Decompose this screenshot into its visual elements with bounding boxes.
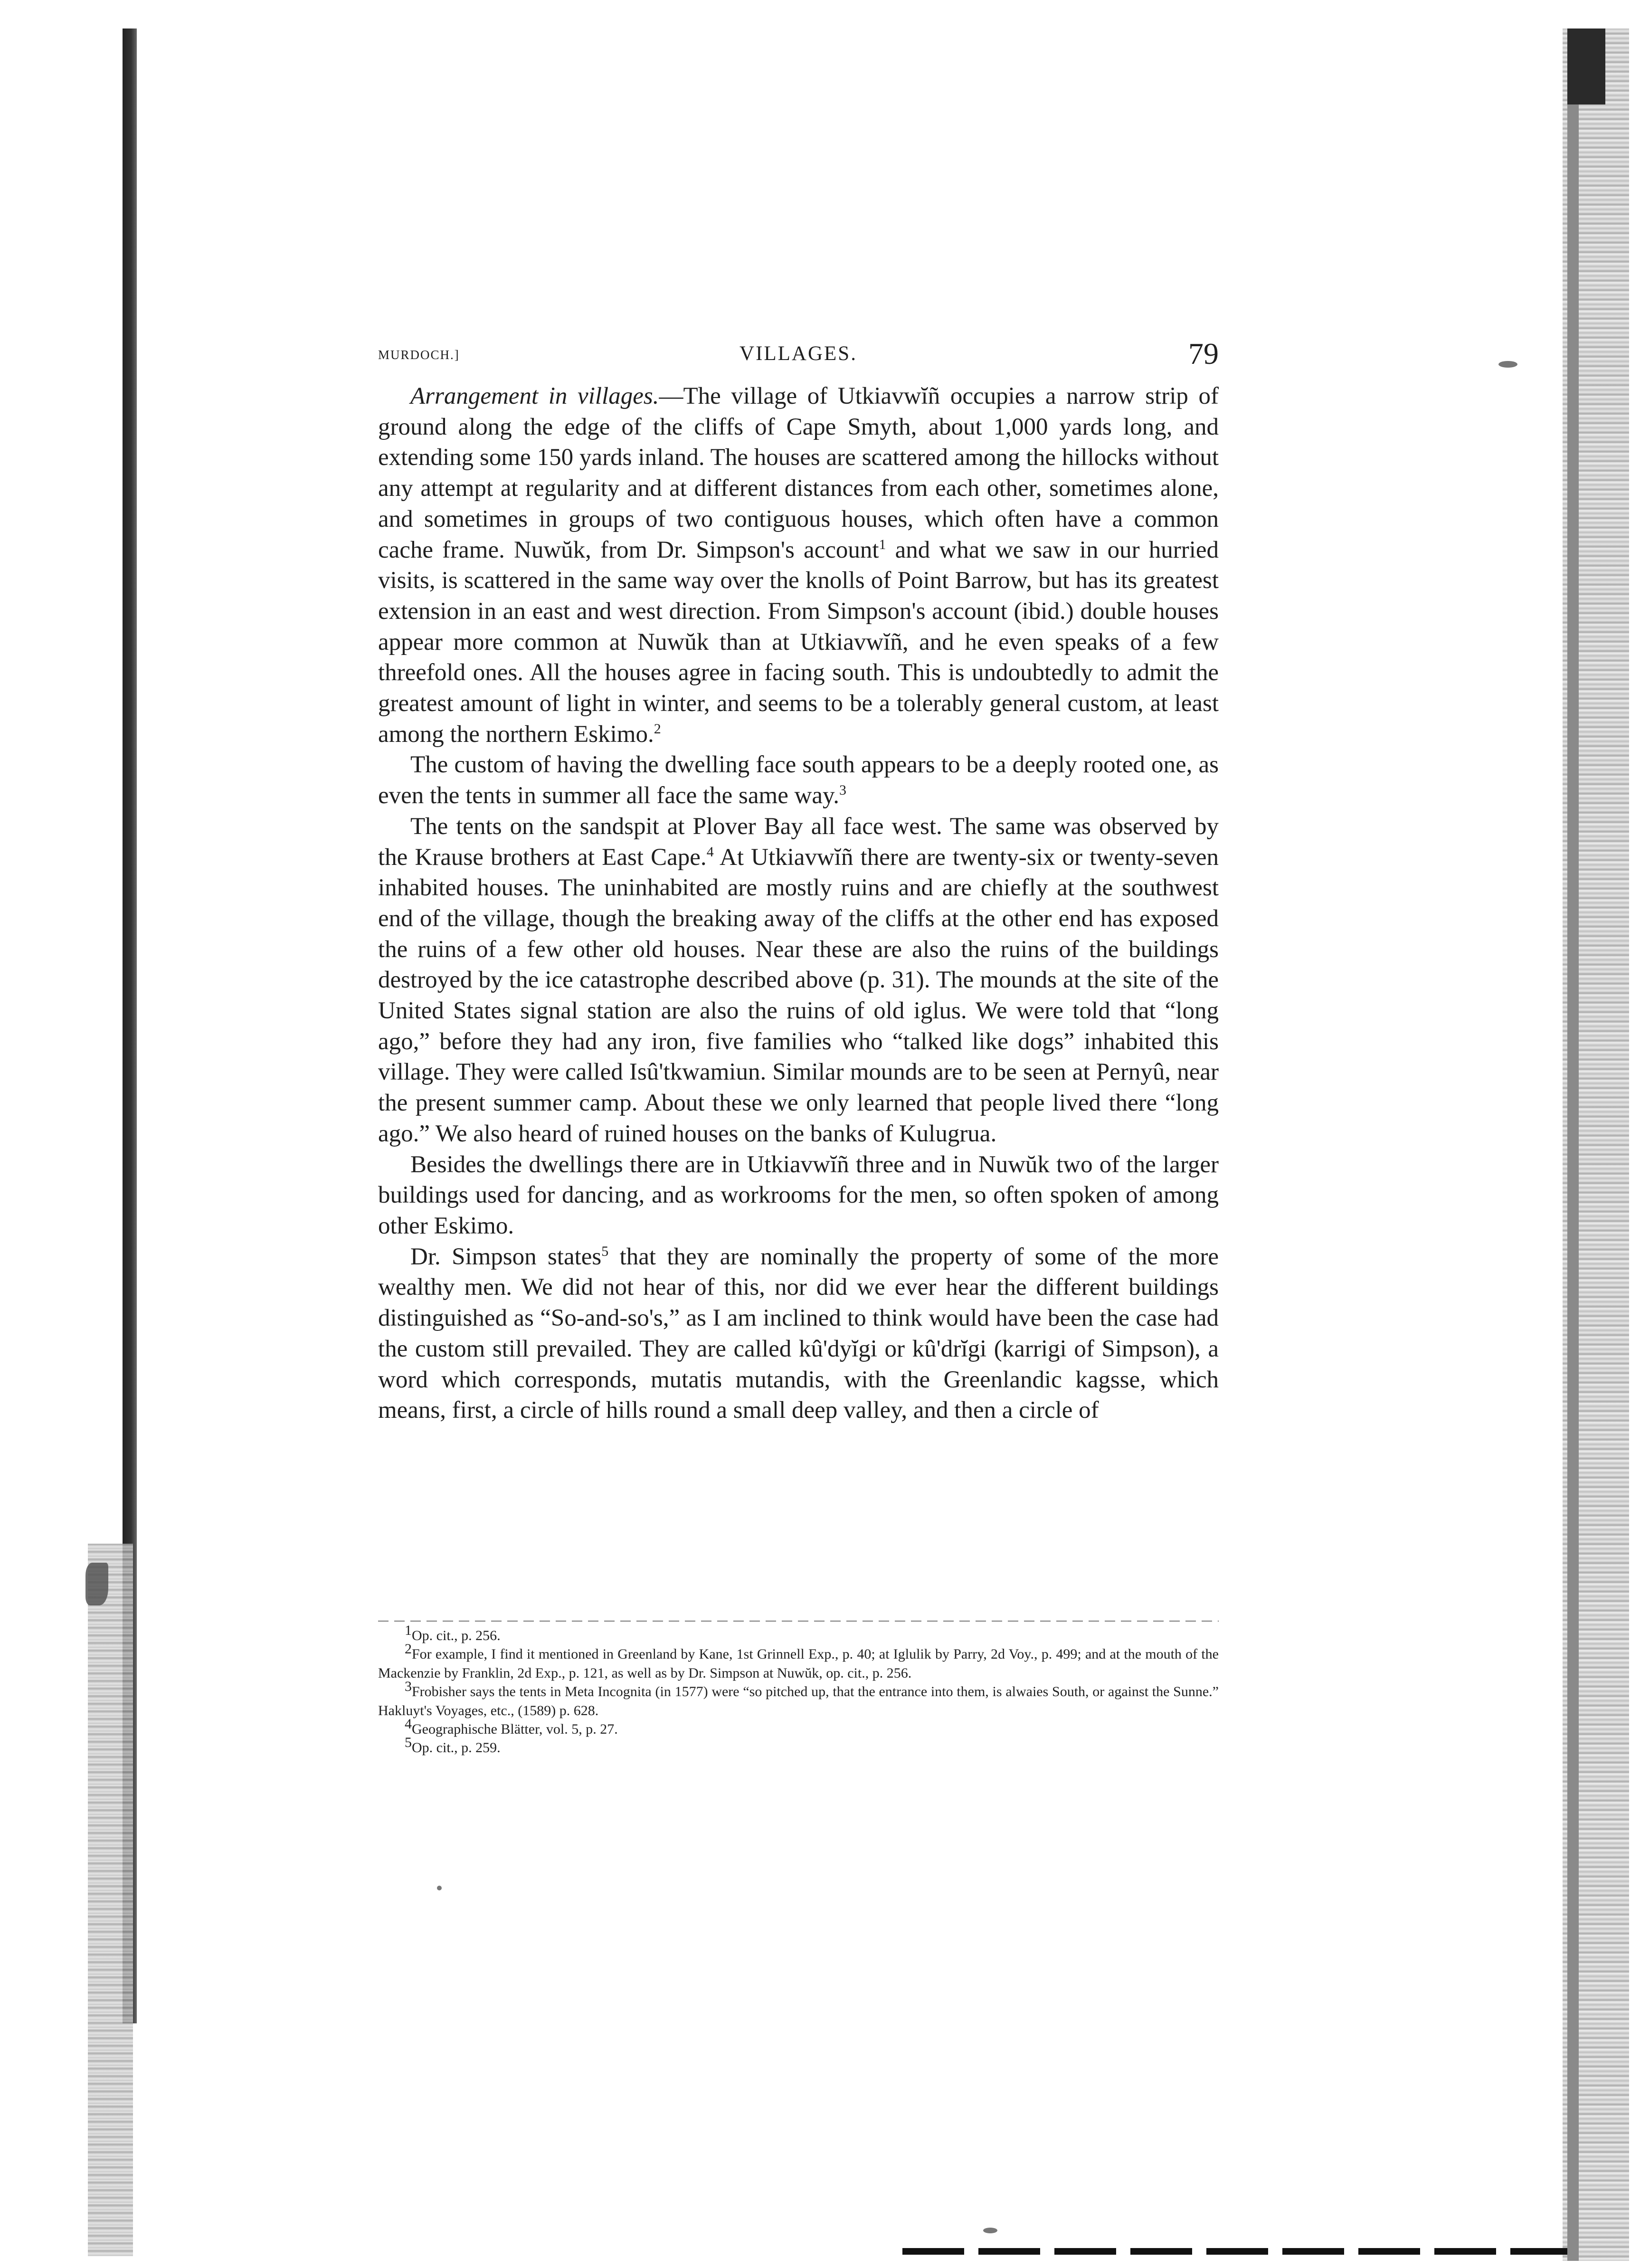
scan-right-edge-strip (1567, 28, 1579, 2261)
paragraph (378, 811, 1219, 1149)
footnote-text: Op. cit., p. 259. (412, 1740, 501, 1756)
footnote-ref: 2 (654, 721, 661, 737)
footnote-number: 2 (405, 1641, 412, 1657)
footnote-ref: 3 (839, 782, 846, 798)
paragraph-run-in-heading: Arrangement in villages. (410, 383, 659, 409)
paragraph-text: —The village of Utkiavwĭñ occupies a narrow strip of ground along the edge of the cliffs of Cape Smyth, about 1,000 yards long, and extending some 150 yards inland. The houses are scattered among the hillocks without any attempt at regularity and at different distances from each other, sometimes alone, and sometimes in groups of two contiguous houses, which often have a common cache frame. Nuwŭk, from Dr. Simpson's account (378, 383, 1219, 563)
paragraph-text: and what we saw in our hurried visits, is scattered in the same way over the knolls of Point Barrow, but has its greatest extension in an east and west direction. From Simpson's account (ibid.) double houses appear more common at Nuwŭk than at Utkiavwĭñ, and he even speaks of a few threefold ones. All the houses agree in facing south. This is undoubtedly to admit the greatest amount of light in winter, and seems to be a tolerably general custom, at least among the northern Eskimo. (378, 536, 1219, 748)
running-header (378, 336, 1219, 374)
footnote-text: Op. cit., p. 256. (412, 1628, 501, 1643)
footnote-number: 4 (405, 1716, 412, 1732)
paragraph (378, 1149, 1219, 1242)
scan-left-page-edge (88, 1544, 133, 2256)
footnote (378, 1735, 1219, 1757)
footnote-number: 3 (405, 1679, 412, 1695)
footnotes (378, 1623, 1219, 1757)
paragraph (378, 750, 1219, 811)
body-text (378, 381, 1219, 1426)
footnote (378, 1716, 1219, 1738)
paragraph (378, 381, 1219, 750)
footnote-ref: 1 (879, 536, 886, 552)
footnote-number: 5 (405, 1735, 412, 1751)
scan-bottom-edge (902, 2248, 1567, 2255)
footnote (378, 1679, 1219, 1720)
footnote-text: For example, I find it mentioned in Greenland by Kane, 1st Grinnell Exp., p. 40; at Iglulik by Parry, 2d Voy., p. 499; and at the mouth of the Mackenzie by Franklin, 2d Exp., p. 121, as well as by Dr. Simpson at Nuwŭk, op. cit., p. 256. (378, 1646, 1219, 1681)
footnote-ref: 5 (601, 1243, 609, 1259)
footnote-ref: 4 (706, 844, 714, 860)
running-author: MURDOCH.] (378, 348, 460, 362)
paragraph-text: At Utkiavwĭñ there are twenty-six or twenty-seven inhabited houses. The uninhabited are mostly ruins and are chiefly at the southwest end of the village, though the breaking away of the cliffs at the other end has exposed the ruins of a few other old houses. Near these are also the ruins of the buildings destroyed by the ice catastrophe described above (p. 31). The mounds at the site of the United States signal station are also the ruins of old iglus. We were told that “long ago,” before they had any iron, five families who “talked like dogs” inhabited this village. They were called Isû'tkwamiun. Similar mounds are to be seen at Pernyû, near the present summer camp. About these we only learned that people lived there “long ago.” We also heard of ruined houses on the banks of Kulugrua. (378, 844, 1219, 1147)
scan-speck (437, 1886, 442, 1890)
footnote (378, 1641, 1219, 1682)
scan-speck (1498, 361, 1517, 368)
footnote-text: Geographische Blätter, vol. 5, p. 27. (412, 1721, 618, 1737)
paragraph-text: Besides the dwellings there are in Utkiavwĭñ three and in Nuwŭk two of the larger buildings used for dancing, and as workrooms for the men, so often spoken of among other Eskimo. (378, 1151, 1219, 1239)
paragraph (378, 1242, 1219, 1426)
scan-right-corner-shadow (1567, 28, 1605, 104)
paragraph-text: The custom of having the dwelling face south appears to be a deeply rooted one, as even the tents in summer all face the same way. (378, 751, 1219, 809)
paragraph-text: Dr. Simpson states (410, 1243, 602, 1270)
footnote-number: 1 (405, 1623, 412, 1638)
scan-speck (983, 2228, 997, 2233)
page-number: 79 (1188, 337, 1219, 370)
footnote (378, 1623, 1219, 1645)
running-title: VILLAGES. (739, 342, 857, 365)
footnote-text: Frobisher says the tents in Meta Incognita (in 1577) were “so pitched up, that the entrance into them, is alwaies South, or against the Sunne.” Hakluyt's Voyages, etc., (1589) p. 628. (378, 1684, 1219, 1718)
paragraph-text: The tents on the sandspit at Plover Bay all face west. The same was observed by the Krause brothers at East Cape. (378, 813, 1219, 871)
paragraph-text: that they are nominally the property of some of the more wealthy men. We did not hear of this, nor did we ever hear the different buildings distinguished as “So-and-so's,” as I am inclined to think would have been the case had the custom still prevailed. They are called kû'dyĭgi or kû'drĭgi (karrigi of Simpson), a word which corresponds, mutatis mutandis, with the Greenlandic kagsse, which means, first, a circle of hills round a small deep valley, and then a circle of (378, 1243, 1219, 1424)
footnote-separator (378, 1621, 1219, 1622)
scan-ink-blot (85, 1563, 108, 1605)
